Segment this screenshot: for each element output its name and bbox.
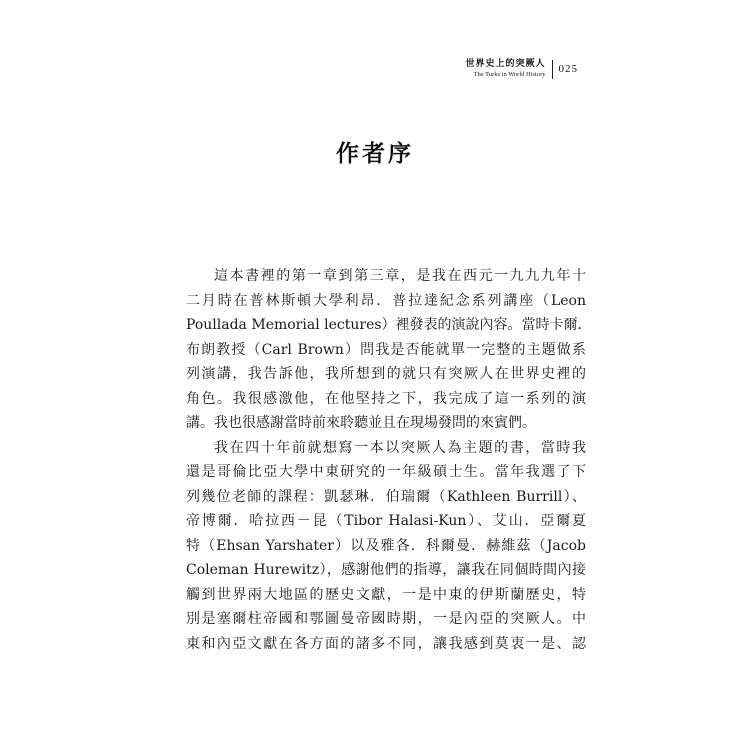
paragraph	[186, 436, 586, 657]
text-line: 列幾位老師的課程：凱瑟琳．伯瑞爾（Kathleen Burrill）、	[186, 488, 586, 505]
text-line: 列演講，我告訴他，我所想到的就只有突厥人在世界史裡的	[186, 366, 586, 382]
text-line: Poullada Memorial lectures）裡發表的演說內容。當時卡爾．	[186, 317, 592, 333]
running-header-titles	[465, 60, 552, 79]
text-line: 角色。我很感激他，在他堅持之下，我完成了這一系列的演	[186, 390, 586, 407]
text-line: 這本書裡的第一章到第三章，是我在西元一九九九年十	[214, 268, 586, 284]
text-line: 布朗教授（Carl Brown）問我是否能就單一完整的主題做系	[186, 341, 586, 358]
text-line: 二月時在普林斯頓大學利昂．普拉達紀念系列講座（Leon	[186, 292, 586, 309]
text-line: 還是哥倫比亞大學中東研究的一年級碩士生。當年我選了下	[186, 464, 586, 480]
chapter-title: 作者序	[336, 140, 414, 167]
text-line: 東和內亞文獻在各方面的諸多不同，讓我感到莫衷一是、認	[186, 635, 586, 652]
paragraph	[186, 264, 592, 436]
text-line: 帝博爾．哈拉西－昆（Tibor Halasi-Kun）、艾山．亞爾夏	[186, 513, 586, 529]
book-title-en: The Turks in World History	[473, 71, 546, 78]
book-title-zh: 世界史上的突厥人	[465, 59, 546, 69]
text-line: 我在四十年前就想寫一本以突厥人為主題的書，當時我	[214, 439, 586, 456]
running-header	[465, 60, 578, 79]
text-line: 別是塞爾柱帝國和鄂圖曼帝國時期，一是內亞的突厥人。中	[186, 611, 586, 627]
text-line: 特（Ehsan Yarshater）以及雅各．科爾曼．赫維茲（Jacob	[186, 537, 586, 554]
text-line: 觸到世界兩大地區的歷史文獻，一是中東的伊斯蘭歷史，特	[186, 586, 586, 603]
page-number: 025	[558, 63, 578, 76]
text-line: 講。我也很感謝當時前來聆聽並且在現場發問的來賓們。	[186, 415, 536, 431]
text-line: Coleman Hurewitz），感謝他們的指導，讓我在同個時間內接	[186, 562, 586, 578]
body-text	[186, 264, 592, 656]
